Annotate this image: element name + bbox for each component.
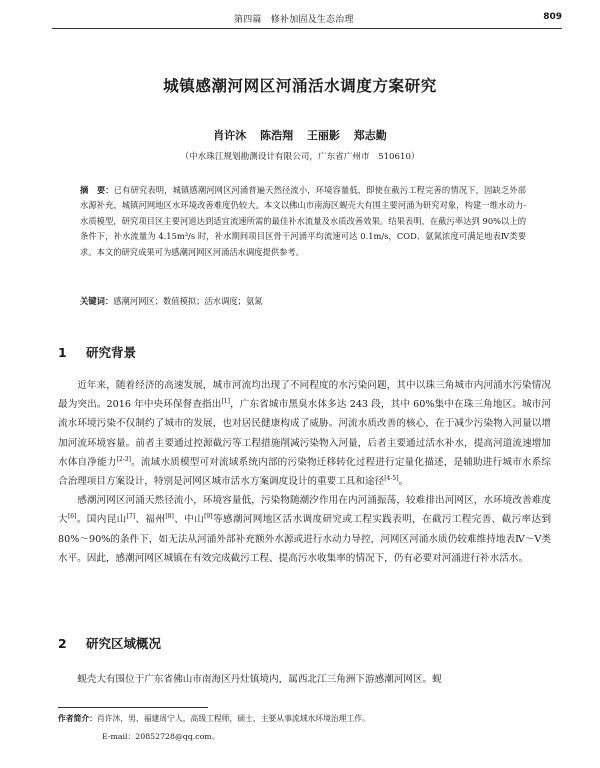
author-name: 郑志勤 [353,129,387,142]
section-number: 1 [58,345,67,360]
paragraph-text: 等感潮河网地区活水调度研究或工程实践表明，在截污工程完善、截污率达到 80%～90%的条件下，如无法从河涌外部补充额外水源或进行水动力导控，河网区河涌水质仍较难维持地表Ⅳ～Ⅴ类水平。因此，感潮河网区城镇在有效完成截污工程、提高污水收集率的情况下，仍有必要对河涌进行补水活水。 [58,514,552,564]
paragraph-text: 感潮河网区河涌天然径流小，环境容量低，污染物随潮汐作用在内河涌振荡，较难排出河网区，水环境改善难度大 [58,495,551,526]
section-title: 研究背景 [86,345,137,360]
paragraph-text: 、福州 [135,514,166,526]
paragraph [58,491,551,568]
running-head [52,12,562,26]
section-1-body [58,376,551,568]
paragraph-text: ，广东省城市黑臭水体多达 243 段，其中 60%集中在珠三角地区。城市河流水环境污染不仅制约了城市的发展，也对居民健康构成了威胁。河流水质改善的核心，在于减少污染物入河量以增加河流环境容量。前者主要通过控源截污等工程措施削减污染物入河量，后者主要通过活水补水，提高河道流速增加水体自净能力 [58,399,551,468]
citation: [9] [204,513,213,521]
section-title: 研究区域概况 [86,636,162,651]
author-name: 肖许沐 [213,129,247,142]
affiliation: （中水珠江规划勘测设计有限公司，广东省广州市 510610） [180,152,420,162]
page-number: 809 [543,12,562,22]
paragraph-text: 、中山 [173,514,205,526]
paragraph-text: 近年来，随着经济的高速发展，城市河流均出现了不同程度的水污染问题，其中以珠三角城市内河涌水污染情况最为突出。2016 年中央环保督查指出 [58,380,551,411]
footnote-rule [58,707,208,708]
author-name: 王丽影 [306,129,340,142]
section-heading-1 [58,343,136,361]
paper-title: 城镇感潮河网区河涌活水调度方案研究 [163,77,437,95]
author-bio-footnote [58,713,370,724]
citation: [6] [67,513,77,521]
footnote-text: 肖许沐，男，福建周宁人，高级工程师，硕士，主要从事流域水环境治理工作。 [96,714,370,723]
paragraph: 蚬壳大有围位于广东省佛山市南海区丹灶镇境内，属西北江三角洲下游感潮河网区。蚬 [77,674,442,685]
citation: [2-3] [116,455,131,463]
abstract-label: 摘 要： [80,185,114,195]
header-rule [52,28,562,29]
paragraph-text: 。 [398,476,409,488]
keywords [80,295,526,307]
footnote-label: 作者简介： [58,714,97,723]
abstract-text: 已有研究表明，城镇感潮河网区河涌普遍天然径流小，环境容量低，即使在截污工程完善的情况下，因缺乏外部水源补充，城镇河网地区水环境改善难度仍较大。本文以佛山市南海区蚬壳大有围主要河涌为研究对象，构建一维水动力-水质模型，研究项目区主要河道达到适宜流速所需的最佳补水流量及水质改善效果。结果表明，在截污率达到 90%以上的条件下，补水流量为 4.15m³/s 时，补水期间项目区骨干河涌平均流速可达 0.1m/s，COD、氨氮浓度可满足地表Ⅳ类要求。本文的研究成果可为感潮河网区河涌活水调度提供参考。 [80,185,526,257]
section-number: 2 [58,636,67,651]
section-heading-2 [58,634,161,652]
running-head-section: 第四篇 修补加固及生态治理 [234,15,354,25]
citation: [4-5] [384,474,399,482]
author-name: 陈浩翔 [260,129,294,142]
section-2-body [58,670,551,689]
paragraph-text: 。国内昆山 [76,514,127,526]
citation: [7] [126,513,136,521]
paragraph [58,376,551,491]
abstract [80,183,526,260]
citation: [1] [221,398,230,406]
keywords-label: 关键词： [80,296,114,306]
keywords-text: 感潮河网区；数值模拟；活水调度；氨氮 [113,296,263,306]
paragraph-text: 。流域水质模型可对流域系统内部的污染物迁移转化过程进行定量化描述，是辅助进行城市水系综合治理项目方案设计，特别是河网区城市活水方案调度设计的重要工具和途径 [58,456,552,488]
author-list [0,127,600,143]
author-email: E-mail：20852728@qq.com。 [102,732,220,741]
citation: [8] [165,513,174,521]
